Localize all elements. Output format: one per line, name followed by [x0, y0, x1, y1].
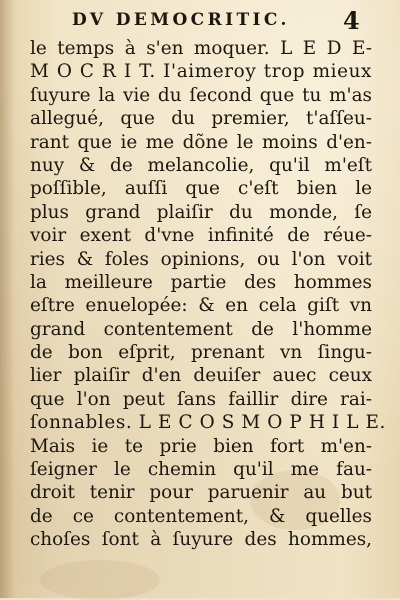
text-line: la meilleure partie des hommes	[30, 271, 372, 293]
running-head	[0, 8, 400, 36]
text-line: que l'on peut ſans faillir dire rai-	[30, 388, 372, 410]
text-line: nuy & de melancolie, qu'il m'eſt	[30, 154, 372, 176]
text-line: voir exent d'vne infinité de réue-	[30, 225, 372, 247]
text-line: ries & foles opinions, ou l'on voit	[30, 248, 372, 270]
text-line: ſuyure la vie du ſecond que tu m'as	[30, 84, 372, 106]
text-line: allegué, que du premier, t'aſſeu-	[30, 108, 372, 130]
text-line: Mais ie te prie bien fort m'en-	[30, 435, 372, 457]
text-line: eſtre enuelopée: & en cela giſt vn	[30, 295, 372, 317]
text-line: ſonnables. L E C O S M O P H I L E.	[30, 412, 386, 434]
text-line: de ce contentement, & quelles	[30, 505, 372, 527]
paper-stain	[40, 560, 160, 600]
text-line: le temps à s'en moquer. L E D E-	[30, 38, 372, 59]
text-line: choſes ſont à ſuyure des hommes,	[30, 529, 372, 551]
text-line: droit tenir pour paruenir au but	[30, 482, 372, 504]
text-line: ſeigner le chemin qu'il me fau-	[30, 459, 372, 481]
body-text	[30, 37, 386, 552]
text-line: de bon eſprit, prenant vn ſingu-	[30, 342, 372, 364]
text-line: plus grand plaiſir du monde, ſe	[30, 201, 372, 223]
text-line: poſſible, auſſi que c'eſt bien le	[30, 178, 372, 200]
text-line: M O C R I T. I'aimeroy trop mieux	[30, 61, 372, 83]
text-line: grand contentement de l'homme	[30, 318, 372, 340]
page-number: 4	[343, 6, 360, 35]
running-title: DV DEMOCRITIC.	[72, 10, 290, 30]
gutter-shadow	[0, 0, 14, 598]
text-line: rant que ie me dõne le moins d'en-	[30, 131, 372, 153]
text-line: lier plaiſir d'en deuiſer auec ceux	[30, 365, 372, 387]
